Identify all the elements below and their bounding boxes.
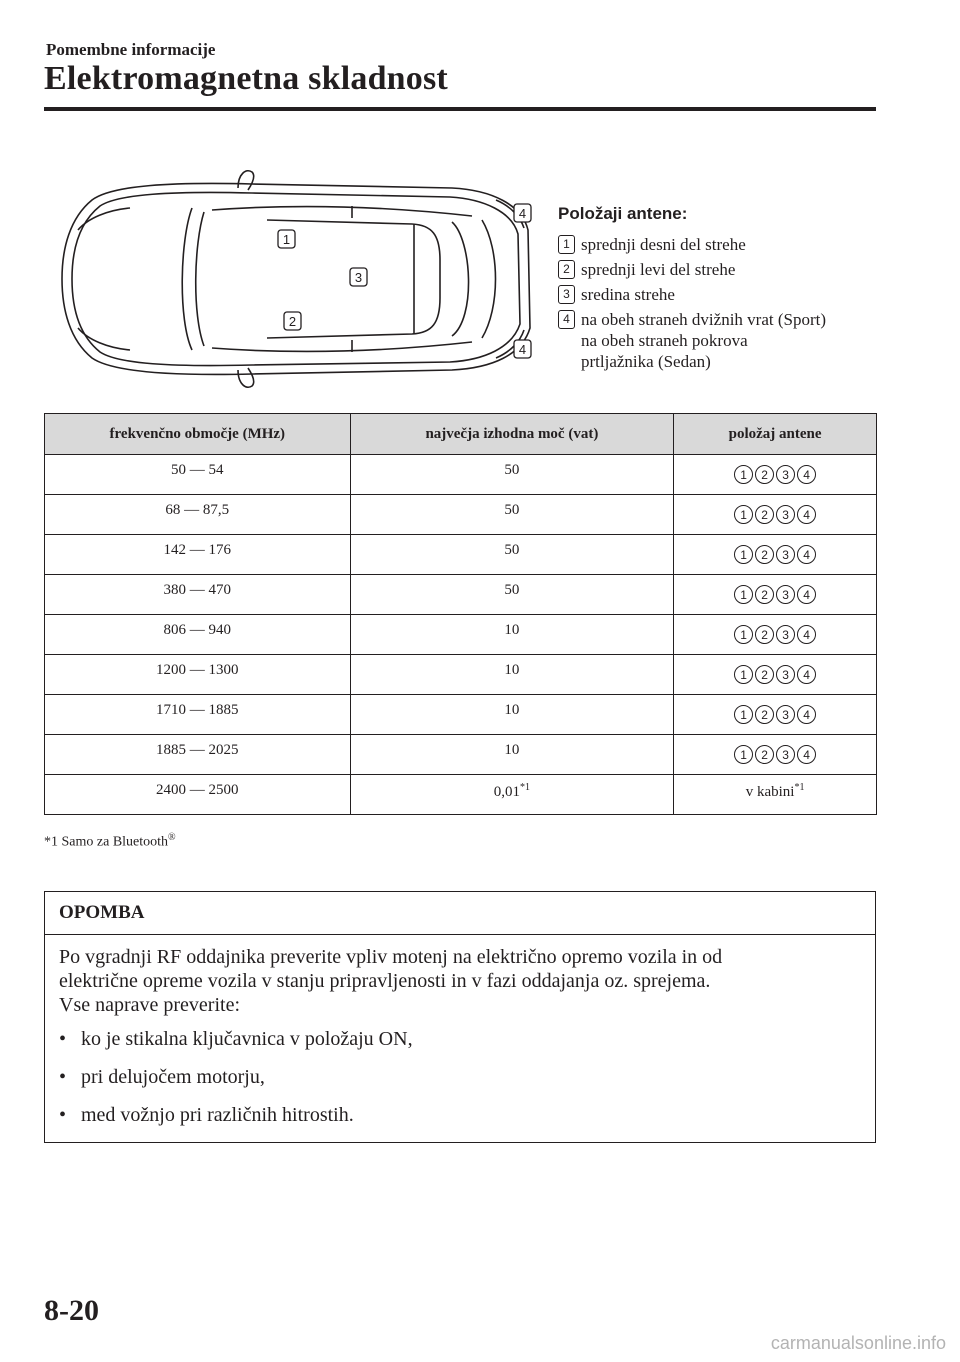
note-line: Vse naprave preverite: [59, 994, 241, 1016]
bullet-icon: • [59, 1028, 67, 1050]
antenna-position-icons [734, 465, 816, 484]
circled-number-icon: 1 [734, 465, 753, 484]
antenna-position-icons [734, 585, 816, 604]
table-row [45, 695, 877, 735]
circled-number-icon: 1 [734, 705, 753, 724]
note-heading: OPOMBA [45, 892, 875, 935]
frequency-cell: 1200 — 1300 [45, 655, 351, 695]
frequency-cell: 2400 — 2500 [45, 775, 351, 815]
circled-number-icon: 1 [734, 665, 753, 684]
power-value: 0,01 [493, 784, 521, 800]
circled-number-icon: 2 [755, 585, 774, 604]
footnote [44, 832, 176, 851]
circled-number-icon: 2 [755, 505, 774, 524]
circled-number-icon: 4 [797, 545, 816, 564]
legend-text: sprednji levi del strehe [581, 260, 736, 279]
power-cell: 50 [350, 535, 674, 575]
frequency-cell: 50 — 54 [45, 455, 351, 495]
watermark[interactable]: carmanualsonline.info [770, 1333, 946, 1353]
header-frequency: frekvenčno območje (MHz) [45, 414, 351, 455]
legend-number: 2 [558, 260, 575, 279]
note-bullet [59, 1027, 861, 1051]
circled-number-icon: 4 [797, 665, 816, 684]
circled-number-icon: 4 [797, 465, 816, 484]
frequency-cell: 380 — 470 [45, 575, 351, 615]
legend-number: 1 [558, 235, 575, 254]
power-cell: 50 [350, 575, 674, 615]
circled-number-icon: 3 [776, 705, 795, 724]
bullet-icon: • [59, 1066, 67, 1088]
position-cell [674, 775, 877, 815]
circled-number-icon: 1 [734, 505, 753, 524]
note-body [45, 935, 875, 1127]
circled-number-icon: 4 [797, 505, 816, 524]
note-bullet [59, 1065, 861, 1089]
car-top-view-diagram [52, 160, 550, 398]
bullet-icon: • [59, 1104, 67, 1126]
legend-item [558, 309, 888, 372]
frequency-cell: 806 — 940 [45, 615, 351, 655]
power-cell: 10 [350, 695, 674, 735]
bullet-text: ko je stikalna ključavnica v položaju ON, [81, 1028, 413, 1050]
power-cell: 10 [350, 735, 674, 775]
marker-2: 2 [288, 314, 297, 329]
legend-number: 3 [558, 285, 575, 304]
frequency-cell: 68 — 87,5 [45, 495, 351, 535]
table-row [45, 455, 877, 495]
legend-item [558, 284, 888, 305]
circled-number-icon: 2 [755, 665, 774, 684]
frequency-cell: 142 — 176 [45, 535, 351, 575]
position-cell [674, 735, 877, 775]
circled-number-icon: 4 [797, 585, 816, 604]
power-cell: 50 [350, 455, 674, 495]
footnote-text: *1 Samo za Bluetooth [44, 834, 169, 850]
table-row [45, 735, 877, 775]
circled-number-icon: 4 [797, 705, 816, 724]
circled-number-icon: 2 [755, 705, 774, 724]
marker-1: 1 [282, 232, 291, 247]
table-row [45, 615, 877, 655]
position-value: v kabini [745, 784, 795, 800]
bullet-text: med vožnjo pri različnih hitrostih. [81, 1104, 354, 1126]
note-bullet-list [59, 1027, 861, 1127]
position-cell [674, 535, 877, 575]
position-cell [674, 495, 877, 535]
legend-text: prtljažnika (Sedan) [581, 352, 711, 371]
antenna-position-icons [734, 625, 816, 644]
circled-number-icon: 1 [734, 625, 753, 644]
circled-number-icon: 3 [776, 545, 795, 564]
legend-item [558, 259, 888, 280]
legend-title: Položaji antene: [558, 204, 688, 223]
legend-number: 4 [558, 310, 575, 329]
circled-number-icon: 3 [776, 745, 795, 764]
legend-item [558, 234, 888, 255]
position-footnote-mark: *1 [794, 782, 805, 793]
frequency-cell: 1710 — 1885 [45, 695, 351, 735]
circled-number-icon: 1 [734, 745, 753, 764]
page-number: 8-20 [44, 1294, 99, 1327]
note-bullet [59, 1103, 861, 1127]
circled-number-icon: 2 [755, 545, 774, 564]
frequency-cell: 1885 — 2025 [45, 735, 351, 775]
antenna-position-icons [734, 705, 816, 724]
position-cell [674, 575, 877, 615]
section-label: Pomembne informacije [46, 40, 216, 59]
circled-number-icon: 2 [755, 745, 774, 764]
power-cell: 10 [350, 655, 674, 695]
power-cell [350, 775, 674, 815]
power-footnote-mark: *1 [520, 782, 531, 793]
title-rule [44, 107, 876, 111]
antenna-position-icons [734, 745, 816, 764]
bullet-text: pri delujočem motorju, [81, 1066, 265, 1088]
table-row [45, 775, 877, 815]
circled-number-icon: 3 [776, 465, 795, 484]
legend-text: sredina strehe [581, 285, 675, 304]
frequency-table [44, 413, 877, 815]
position-cell [674, 695, 877, 735]
circled-number-icon: 1 [734, 585, 753, 604]
position-cell [674, 615, 877, 655]
circled-number-icon: 3 [776, 665, 795, 684]
circled-number-icon: 3 [776, 625, 795, 644]
table-row [45, 535, 877, 575]
marker-4-bottom: 4 [518, 342, 527, 357]
position-cell [674, 455, 877, 495]
power-cell: 10 [350, 615, 674, 655]
note-box [44, 891, 876, 1143]
antenna-position-icons [734, 665, 816, 684]
page-title: Elektromagnetna skladnost [44, 60, 448, 97]
antenna-position-icons [734, 545, 816, 564]
legend-text: na obeh straneh dvižnih vrat (Sport) [581, 310, 827, 329]
marker-4-top: 4 [518, 206, 527, 221]
note-line: električne opreme vozila v stanju pripravljenosti in v fazi oddajanja oz. sprejema. [59, 970, 711, 992]
circled-number-icon: 2 [755, 465, 774, 484]
marker-3: 3 [354, 270, 363, 285]
registered-mark: ® [168, 832, 176, 843]
circled-number-icon: 2 [755, 625, 774, 644]
power-cell: 50 [350, 495, 674, 535]
circled-number-icon: 3 [776, 505, 795, 524]
note-line: Po vgradnji RF oddajnika preverite vpliv motenj na električno opremo vozila in od [59, 946, 723, 968]
circled-number-icon: 3 [776, 585, 795, 604]
table-row [45, 655, 877, 695]
circled-number-icon: 1 [734, 545, 753, 564]
header-power: največja izhodna moč (vat) [350, 414, 674, 455]
circled-number-icon: 4 [797, 745, 816, 764]
header-position: položaj antene [674, 414, 877, 455]
legend-text: sprednji desni del strehe [581, 235, 746, 254]
circled-number-icon: 4 [797, 625, 816, 644]
antenna-position-icons [734, 505, 816, 524]
position-cell [674, 655, 877, 695]
antenna-legend [558, 204, 888, 376]
legend-text: na obeh straneh pokrova [581, 331, 748, 350]
table-row [45, 575, 877, 615]
table-row [45, 495, 877, 535]
